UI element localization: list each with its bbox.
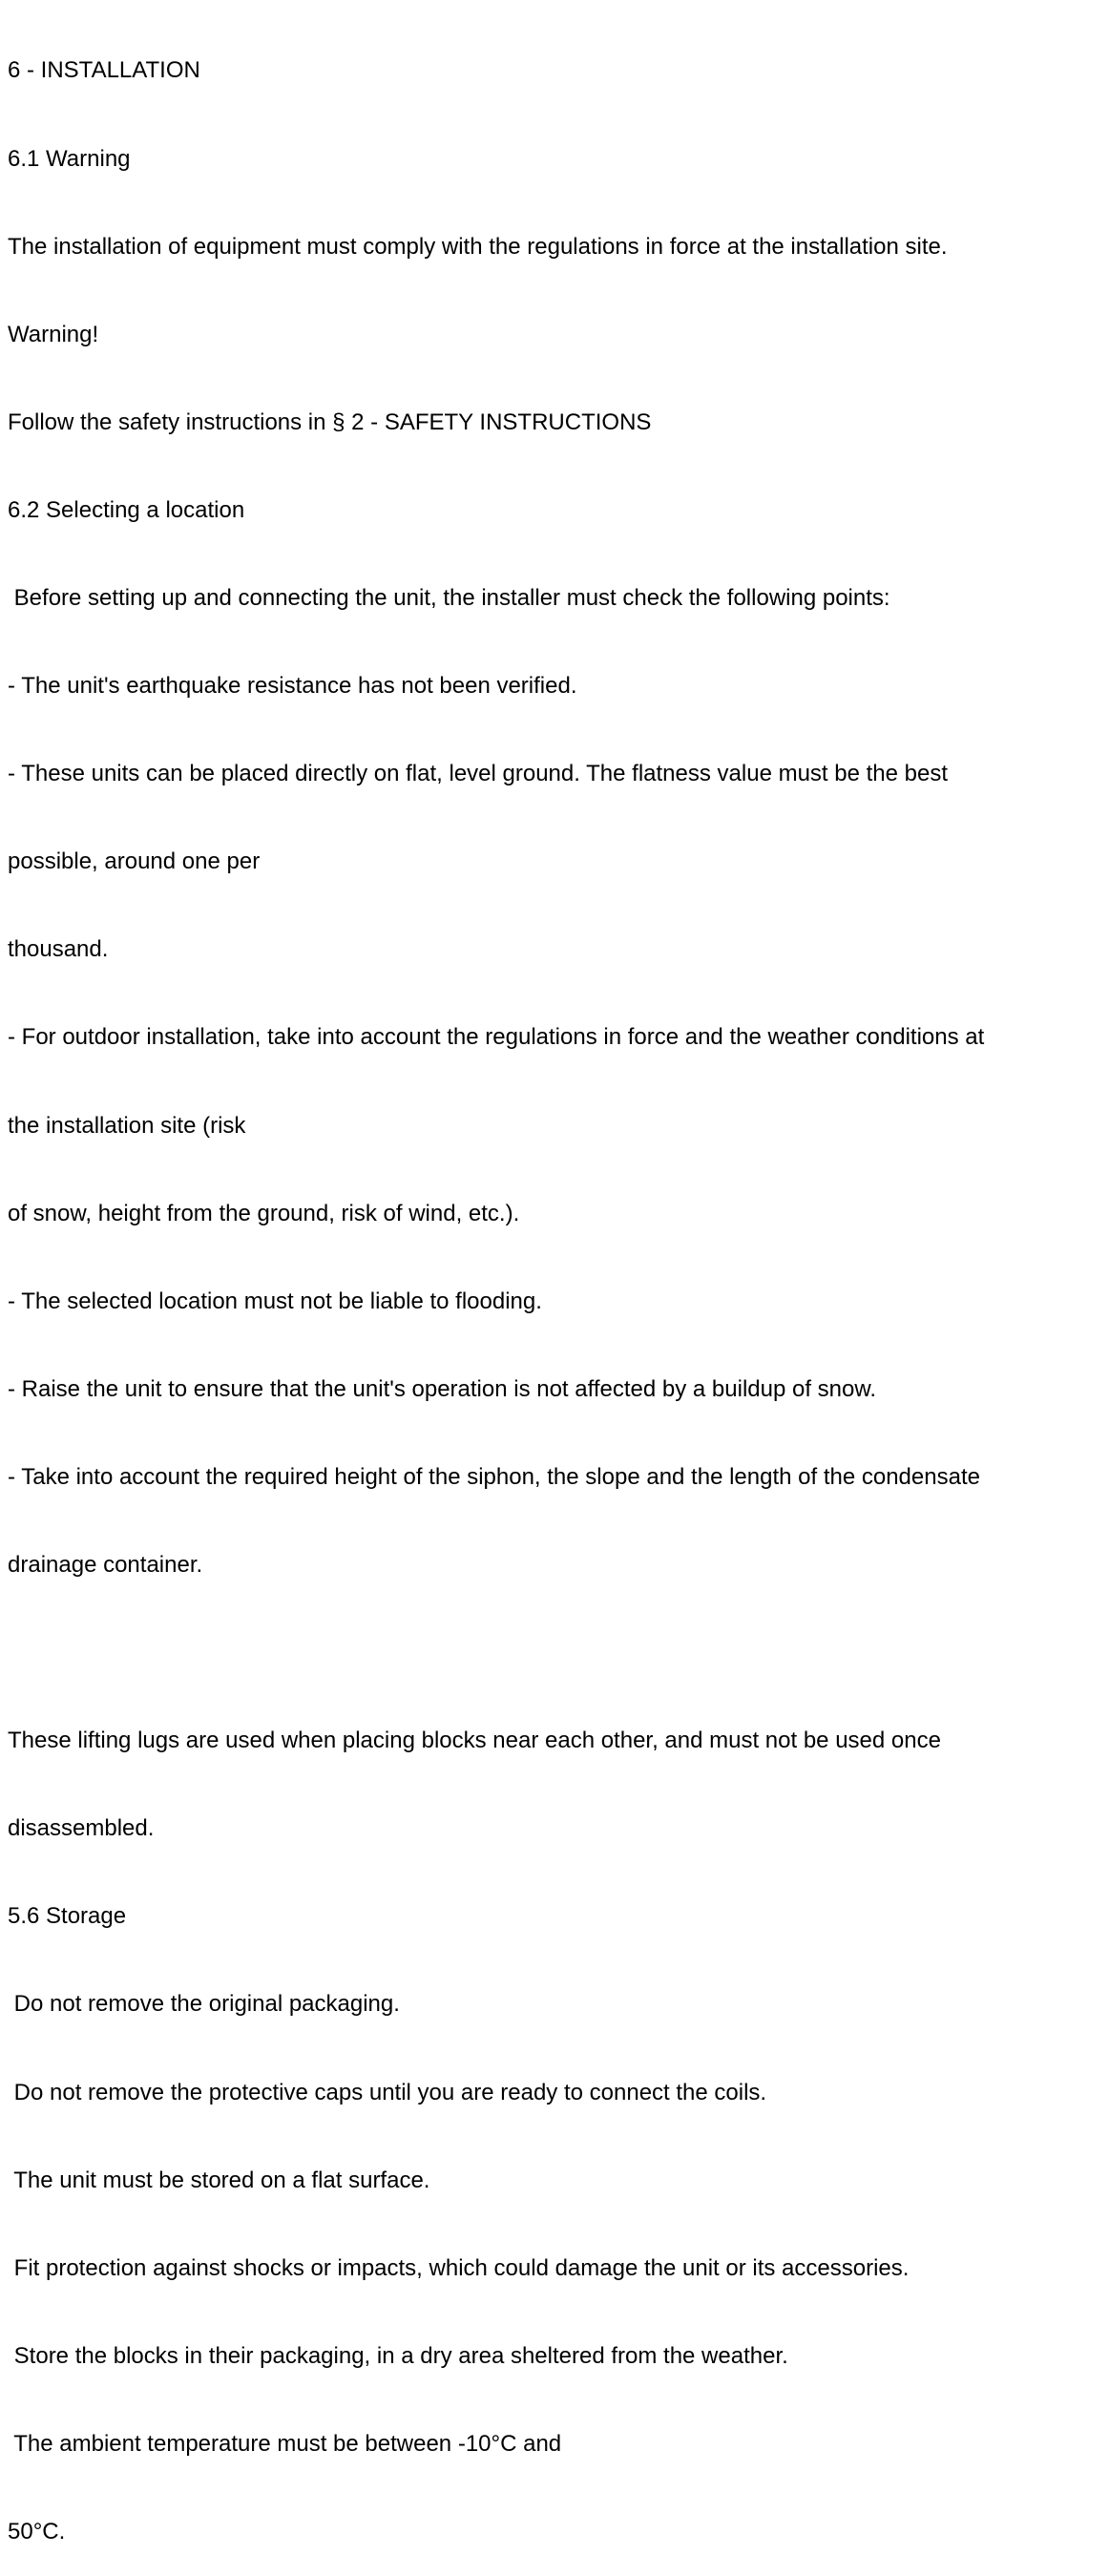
text-line: possible, around one per	[8, 848, 261, 875]
list-item: Do not remove the original packaging.	[8, 1991, 400, 2018]
list-item: Store the blocks in their packaging, in a dry area sheltered from the weather.	[8, 2342, 788, 2369]
list-item: - For outdoor installation, take into account the regulations in force and the weather conditions at	[8, 1024, 985, 1051]
list-item: Fit protection against shocks or impacts, which could damage the unit or its accessories.	[8, 2254, 910, 2281]
list-item: The ambient temperature must be between -10°C and	[8, 2430, 562, 2457]
text-line: thousand.	[8, 936, 109, 963]
list-item: - Take into account the required height of the siphon, the slope and the length of the condensate	[8, 1463, 980, 1490]
subsection-heading: 6.2 Selecting a location	[8, 496, 245, 523]
document-body	[8, 0, 1105, 2576]
text-line: The installation of equipment must comply with the regulations in force at the installation site.	[8, 233, 948, 260]
warning-label: Warning!	[8, 321, 99, 347]
text-line: disassembled.	[8, 1815, 155, 1842]
subsection-heading: 5.6 Storage	[8, 1903, 127, 1930]
subsection-heading: 6.1 Warning	[8, 145, 131, 172]
list-item: - The selected location must not be liable to flooding.	[8, 1288, 542, 1314]
text-line: Follow the safety instructions in § 2 - SAFETY INSTRUCTIONS	[8, 408, 652, 435]
list-item: - Raise the unit to ensure that the unit's operation is not affected by a buildup of snow.	[8, 1375, 877, 1402]
text-line: Before setting up and connecting the unit, the installer must check the following points:	[8, 584, 890, 611]
text-line: the installation site (risk	[8, 1112, 246, 1139]
text-line: drainage container.	[8, 1552, 203, 1578]
list-item: - The unit's earthquake resistance has not been verified.	[8, 673, 577, 700]
list-item: - These units can be placed directly on flat, level ground. The flatness value must be the best	[8, 761, 949, 787]
list-item: The unit must be stored on a flat surface.	[8, 2167, 430, 2193]
list-item: Do not remove the protective caps until you are ready to connect the coils.	[8, 2079, 767, 2105]
text-line: These lifting lugs are used when placing blocks near each other, and must not be used once	[8, 1728, 941, 1754]
text-line: 50°C.	[8, 2519, 66, 2545]
text-line: of snow, height from the ground, risk of wind, etc.).	[8, 1200, 520, 1226]
blank-line	[8, 1639, 1105, 1668]
section-heading: 6 - INSTALLATION	[8, 57, 200, 84]
